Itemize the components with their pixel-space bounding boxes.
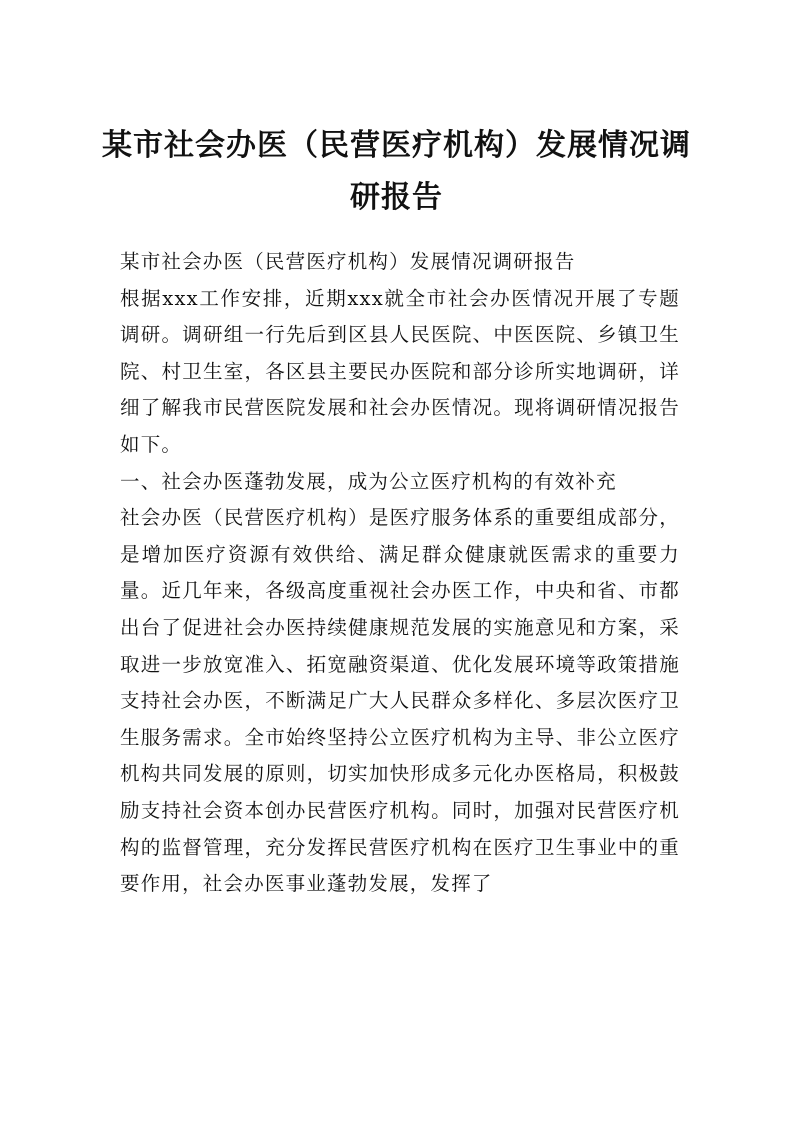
- subtitle-paragraph: 某市社会办医（民营医疗机构）发展情况调研报告: [120, 250, 576, 273]
- document-body: [120, 244, 680, 903]
- body-paragraph: 社会办医（民营医疗机构）是医疗服务体系的重要组成部分，是增加医疗资源有效供给、满足群众健康就医需求的重要力量。近几年来，各级高度重视社会办医工作，中央和省、市都出台了促进社会办医持续健康规范发展的实施意见和方案，采取进一步放宽准入、拓宽融资渠道、优化发展环境等政策措施支持社会办医，不断满足广大人民群众多样化、多层次医疗卫生服务需求。全市始终坚持公立医疗机构为主导、非公立医疗机构共同发展的原则，切实加快形成多元化办医格局，积极鼓励支持社会资本创办民营医疗机构。同时，加强对民营医疗机构的监督管理，充分发挥民营医疗机构在医疗卫生事业中的重要作用，社会办医事业蓬勃发展，发挥了: [120, 506, 680, 896]
- section-heading: 一、社会办医蓬勃发展，成为公立医疗机构的有效补充: [120, 469, 617, 493]
- document-title: 某市社会办医（民营医疗机构）发展情况调研报告: [102, 128, 691, 215]
- intro-paragraph: 根据xxx工作安排，近期xxx就全市社会办医情况开展了专题调研。调研组一行先后到区县人民医院、中医医院、乡镇卫生院、村卫生室，各区县主要民办医院和部分诊所实地调研，详细了解我市民营医院发展和社会办医情况。现将调研情况报告如下。: [120, 286, 680, 456]
